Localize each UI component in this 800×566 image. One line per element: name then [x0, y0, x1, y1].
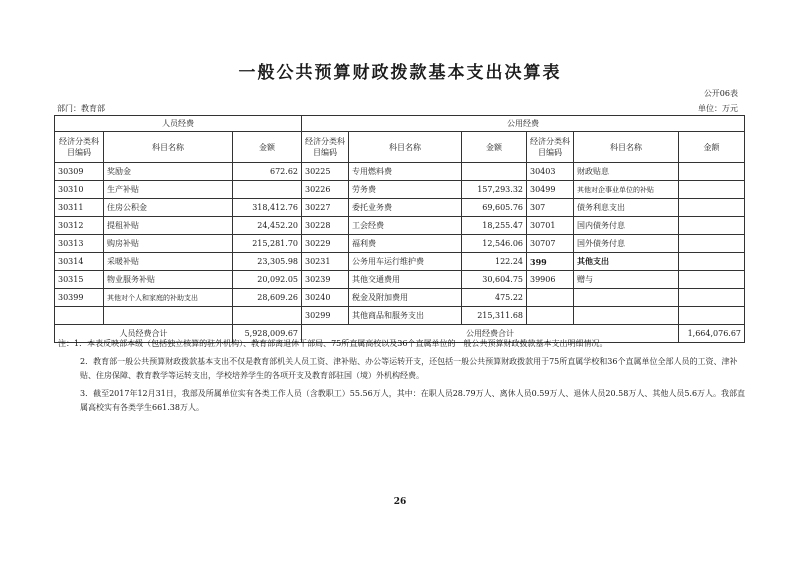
amount-cell	[679, 163, 745, 181]
name-cell: 公务用车运行维护费	[349, 253, 462, 271]
header-row-group	[55, 116, 745, 132]
form-number: 公开06表	[703, 89, 738, 98]
amount-cell	[233, 307, 302, 325]
name-cell: 其他对企事业单位的补贴	[574, 181, 679, 199]
amount-cell: 157,293.32	[462, 181, 527, 199]
table-row	[55, 199, 745, 217]
code-cell: 30399	[55, 289, 104, 307]
code-cell: 30403	[527, 163, 574, 181]
code-cell: 307	[527, 199, 574, 217]
personnel-total-value: 5,928,009.67	[233, 325, 302, 343]
amount-cell: 475.22	[462, 289, 527, 307]
amount-cell	[462, 163, 527, 181]
code-cell: 30310	[55, 181, 104, 199]
amount-cell	[679, 217, 745, 235]
public-total-label: 公用经费合计	[302, 325, 679, 343]
amount-cell	[679, 181, 745, 199]
amount-cell	[679, 235, 745, 253]
amount-cell: 23,305.98	[233, 253, 302, 271]
code-cell: 30499	[527, 181, 574, 199]
note-3: 3．截至2017年12月31日，我部及所属单位实有各类工作人员（含教职工）55.56万人，其中：在职人员28.79万人、离休人员0.59万人、退休人员20.58万人、其他人员5.6万人。我部直属高校实有各类学生661.38万人。	[80, 389, 746, 412]
page-number: 26	[393, 497, 407, 507]
personnel-header: 人员经费	[55, 116, 302, 132]
table-row	[55, 271, 745, 289]
amount-cell: 18,255.47	[462, 217, 527, 235]
name-cell: 工会经费	[349, 217, 462, 235]
name-header: 科目名称	[104, 132, 233, 163]
public-header: 公用经费	[302, 116, 745, 132]
amount-cell: 20,092.05	[233, 271, 302, 289]
code-cell: 30240	[302, 289, 349, 307]
name-header: 科目名称	[349, 132, 462, 163]
name-cell: 专用燃料费	[349, 163, 462, 181]
name-cell: 其他商品和服务支出	[349, 307, 462, 325]
name-cell: 提租补贴	[104, 217, 233, 235]
note-1: 注：1．本表反映部本级（包括独立核算的驻外机构）、教育部离退休干部局、75所直属高校以及36个直属单位的一般公共预算财政拨款基本支出明细情况。	[58, 339, 608, 348]
table-row	[55, 235, 745, 253]
name-cell: 采暖补贴	[104, 253, 233, 271]
name-cell: 税金及附加费用	[349, 289, 462, 307]
code-cell: 30231	[302, 253, 349, 271]
code-header: 经济分类科目编码	[527, 132, 574, 163]
table-row	[55, 253, 745, 271]
name-cell	[104, 307, 233, 325]
amount-cell	[233, 181, 302, 199]
table-row	[55, 307, 745, 325]
name-cell: 奖励金	[104, 163, 233, 181]
name-cell: 其他支出	[574, 253, 679, 271]
header-row-columns	[55, 132, 745, 163]
table-row	[55, 217, 745, 235]
name-cell	[574, 289, 679, 307]
table-row	[55, 181, 745, 199]
name-cell: 劳务费	[349, 181, 462, 199]
amount-cell	[679, 253, 745, 271]
code-cell: 30227	[302, 199, 349, 217]
personnel-total-label: 人员经费合计	[55, 325, 233, 343]
table-row	[55, 289, 745, 307]
code-cell	[55, 307, 104, 325]
amount-header: 金额	[462, 132, 527, 163]
table-row	[55, 163, 745, 181]
code-cell: 30311	[55, 199, 104, 217]
amount-cell: 24,452.20	[233, 217, 302, 235]
code-cell	[527, 307, 574, 325]
name-cell: 赠与	[574, 271, 679, 289]
code-cell: 30312	[55, 217, 104, 235]
name-cell: 福利费	[349, 235, 462, 253]
amount-cell: 672.62	[233, 163, 302, 181]
name-cell: 债务利息支出	[574, 199, 679, 217]
code-cell: 30228	[302, 217, 349, 235]
name-cell: 物业服务补贴	[104, 271, 233, 289]
amount-cell	[679, 307, 745, 325]
code-header: 经济分类科目编码	[302, 132, 349, 163]
amount-cell: 30,604.75	[462, 271, 527, 289]
amount-cell	[679, 271, 745, 289]
code-cell: 30299	[302, 307, 349, 325]
name-cell: 其他对个人和家庭的补助支出	[104, 289, 233, 307]
code-cell: 30229	[302, 235, 349, 253]
note-2: 2．教育部一般公共预算财政拨款基本支出不仅是教育部机关人员工资、津补贴、办公等运转开支，还包括一般公共预算财政拨款用于75所直属学校和36个直属单位全部人员的工资、津补贴、住房保障、教育教学等运转支出，学校培养学生的各项开支及教育部驻国（境）外机构经费。	[80, 357, 738, 380]
expenditure-table	[54, 115, 745, 343]
name-cell: 财政贴息	[574, 163, 679, 181]
notes-section	[58, 337, 748, 419]
amount-cell: 318,412.76	[233, 199, 302, 217]
name-cell: 委托业务费	[349, 199, 462, 217]
code-cell: 30314	[55, 253, 104, 271]
amount-cell	[679, 199, 745, 217]
name-cell: 购房补贴	[104, 235, 233, 253]
unit-label: 单位：万元	[698, 104, 738, 113]
amount-cell	[679, 289, 745, 307]
name-cell: 国外债务付息	[574, 235, 679, 253]
code-header: 经济分类科目编码	[55, 132, 104, 163]
name-cell: 住房公积金	[104, 199, 233, 217]
name-cell: 生产补贴	[104, 181, 233, 199]
amount-header: 金额	[233, 132, 302, 163]
amount-cell: 12,546.06	[462, 235, 527, 253]
amount-cell: 215,311.68	[462, 307, 527, 325]
code-cell: 30315	[55, 271, 104, 289]
name-cell: 其他交通费用	[349, 271, 462, 289]
code-cell	[527, 289, 574, 307]
amount-cell: 69,605.76	[462, 199, 527, 217]
public-total-value: 1,664,076.67	[679, 325, 745, 343]
code-cell: 30309	[55, 163, 104, 181]
amount-cell: 215,281.70	[233, 235, 302, 253]
code-cell: 30707	[527, 235, 574, 253]
page-title: 一般公共预算财政拨款基本支出决算表	[238, 63, 562, 83]
department-label: 部门：教育部	[57, 104, 105, 113]
code-cell: 39906	[527, 271, 574, 289]
name-cell: 国内债务付息	[574, 217, 679, 235]
table-body	[55, 163, 745, 325]
code-cell: 30313	[55, 235, 104, 253]
name-cell	[574, 307, 679, 325]
code-cell: 399	[527, 253, 574, 271]
code-cell: 30701	[527, 217, 574, 235]
code-cell: 30226	[302, 181, 349, 199]
amount-header: 金额	[679, 132, 745, 163]
name-header: 科目名称	[574, 132, 679, 163]
code-cell: 30239	[302, 271, 349, 289]
amount-cell: 122.24	[462, 253, 527, 271]
code-cell: 30225	[302, 163, 349, 181]
amount-cell: 28,609.26	[233, 289, 302, 307]
